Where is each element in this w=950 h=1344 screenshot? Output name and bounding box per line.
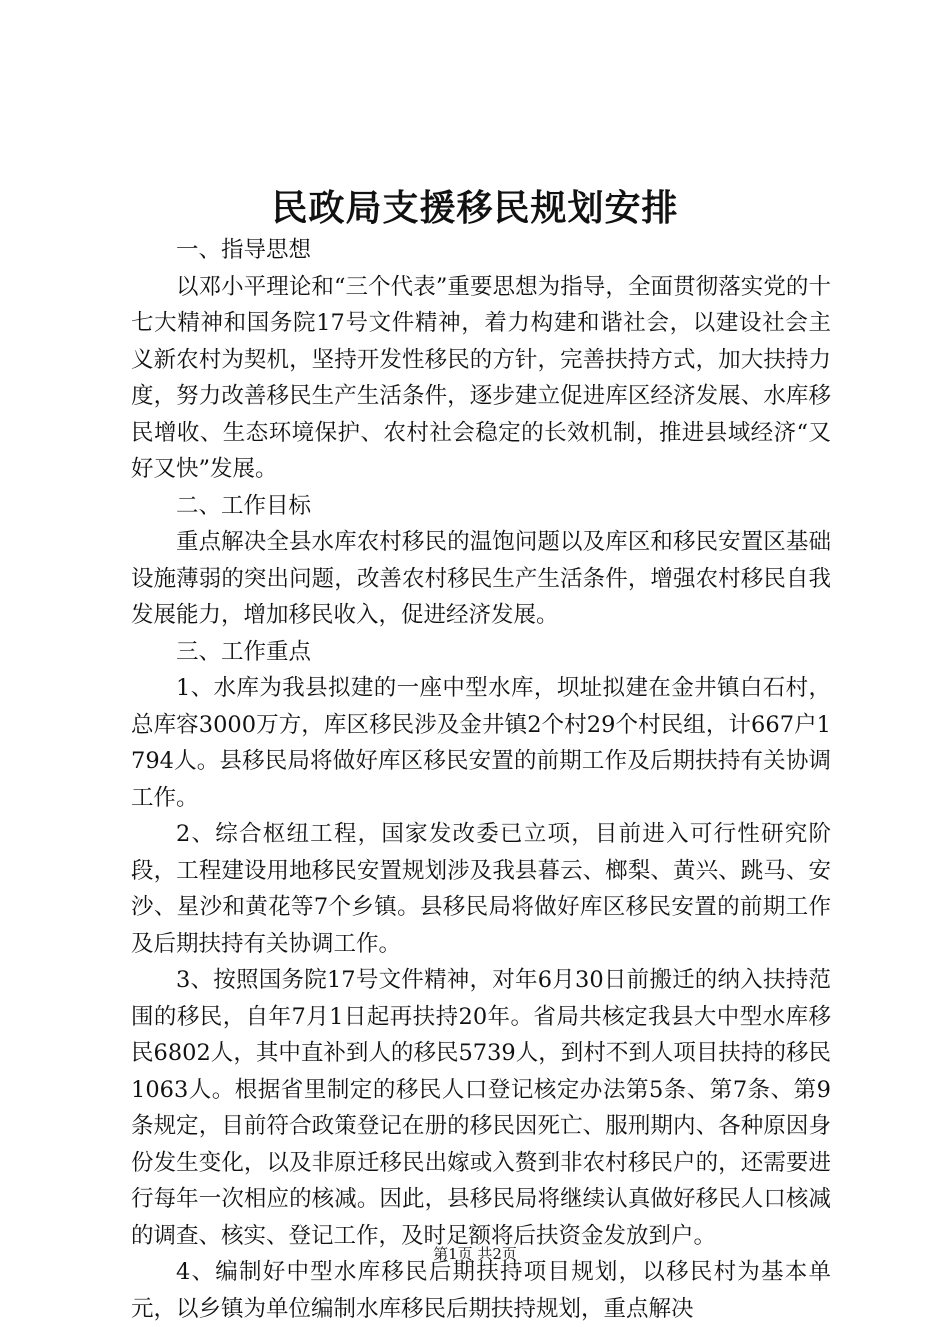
paragraph-focus-item-2: 2、综合枢纽工程，国家发改委已立项，目前进入可行性研究阶段，工程建设用地移民安置规划涉及我县暮云、榔梨、黄兴、跳马、安沙、星沙和黄花等7个乡镇。县移民局将做好库区移民安置的前期工作及后期扶持有关协调工作。	[131, 821, 831, 957]
page-number: 第1页 共2页	[433, 1245, 517, 1263]
document-title: 民政局支援移民规划安排	[271, 188, 679, 229]
section-heading-guiding-ideology: 一、指导思想	[176, 237, 312, 263]
section-heading-work-focus: 三、工作重点	[176, 638, 312, 665]
paragraph-guiding-ideology: 以邓小平理论和“三个代表”重要思想为指导，全面贯彻落实党的十七大精神和国务院17号文件精神，着力构建和谐社会，以建设社会主义新农村为契机，坚持开发性移民的方针，完善扶持方式，加大扶持力度，努力改善移民生产生活条件，逐步建立促进库区经济发展、水库移民增收、生态环境保护、农村社会稳定的长效机制，推进县域经济“又好又快”发展。	[131, 273, 831, 482]
paragraph-focus-item-4: 4、编制好中型水库移民后期扶持项目规划，以移民村为基本单元，以乡镇为单位编制水库移民后期扶持规划，重点解决	[131, 1259, 831, 1322]
section-heading-work-goals: 二、工作目标	[176, 492, 312, 519]
paragraph-work-goals: 重点解决全县水库农村移民的温饱问题以及库区和移民安置区基础设施薄弱的突出问题，改善农村移民生产生活条件，增强农村移民自我发展能力，增加移民收入，促进经济发展。	[131, 529, 831, 628]
document-body	[131, 232, 831, 1327]
paragraph-focus-item-1: 1、水库为我县拟建的一座中型水库，坝址拟建在金井镇白石村，总库容3000万方，库区移民涉及金井镇2个村29个村民组，计667户1794人。县移民局将做好库区移民安置的前期工作及后期扶持有关协调工作。	[131, 675, 831, 811]
paragraph-focus-item-3: 3、按照国务院17号文件精神，对年6月30日前搬迁的纳入扶持范围的移民，自年7月1日起再扶持20年。省局共核定我县大中型水库移民6802人，其中直补到人的移民5739人，到村不到人项目扶持的移民1063人。根据省里制定的移民人口登记核定办法第5条、第7条、第9条规定，目前符合政策登记在册的移民因死亡、服刑期内、各种原因身份发生变化，以及非原迁移民出嫁或入赘到非农村移民户的，还需要进行每年一次相应的核减。因此，县移民局将继续认真做好移民人口核减的调查、核实、登记工作，及时足额将后扶资金发放到户。	[131, 967, 831, 1249]
